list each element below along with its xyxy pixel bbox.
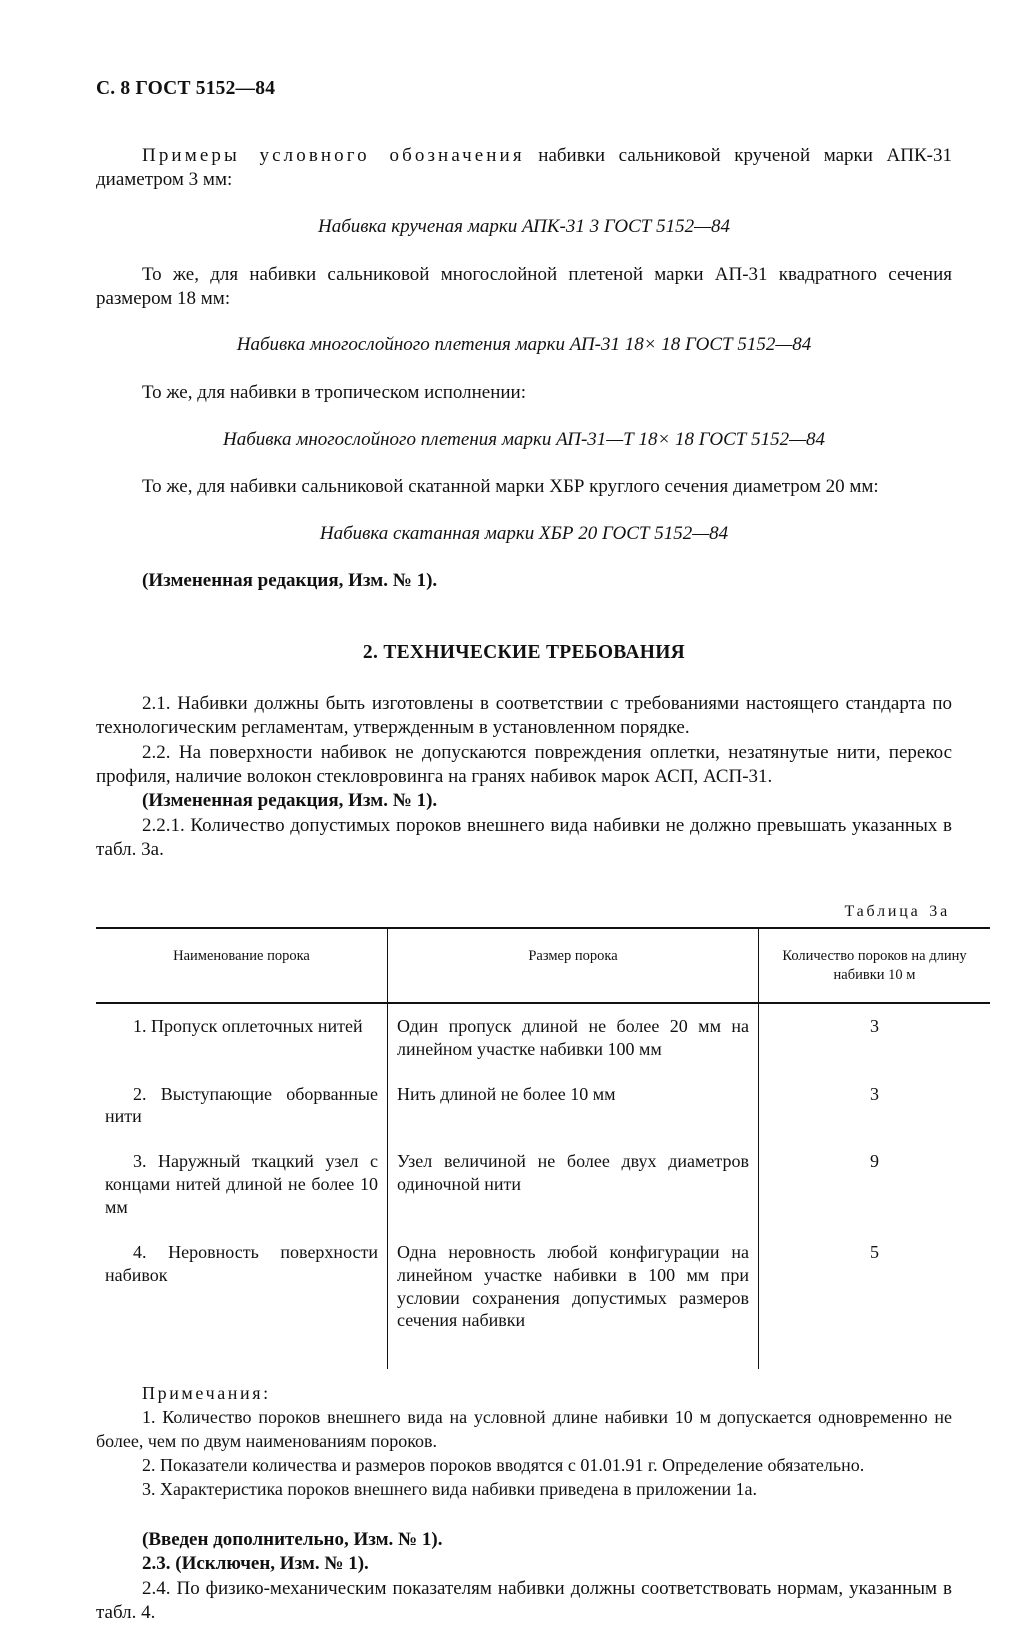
clause-2-2-1: 2.2.1. Количество допустимых пороков внешнего вида набивки не должно превышать указанных в табл. 3а. [96,814,952,861]
clause-2-1: 2.1. Набивки должны быть изготовлены в соответствии с требованиями настоящего стандарта по технологическим регламентам, утвержденным в установленном порядке. [96,692,952,739]
cell-defect-quantity: 5 [870,1241,879,1262]
notes-title: Примечания: [142,1383,271,1404]
paragraph-same-for-ap31: То же, для набивки сальниковой многослойной плетеной марки АП-31 квадратного сечения размером 18 мм: [96,263,952,309]
clause-2-2: 2.2. На поверхности набивок не допускаются повреждения оплетки, незатянутые нити, перекос профиля, наличие волокон стекловровинга на гранях набивок марок АСП, АСП-31. [96,741,952,788]
paragraph-examples-intro [96,144,952,193]
designation-example-2: Набивка многослойного плетения марки АП-31 18× 18 ГОСТ 5152—84 [236,334,812,356]
note-item-3: 3. Характеристика пороков внешнего вида набивки приведена в приложении 1а. [142,1479,758,1500]
tail-block [96,1528,952,1625]
cell-defect-size: Узел величиной не более двух диаметров одиночной нити [388,1139,759,1230]
designation-example-4: Набивка скатанная марки ХБР 20 ГОСТ 5152—84 [319,522,729,544]
table-row [96,1003,990,1072]
table-row [96,1072,990,1140]
note-item-1: 1. Количество пороков внешнего вида на условной длине набивки 10 м допускается одновременно не более, чем по двум наименованиям пороков. [96,1407,952,1451]
column-header-defect-name: Наименование порока [96,928,388,1003]
revision-note-section: (Измененная редакция, Изм. № 1). [142,790,438,812]
paragraph-same-tropical: То же, для набивки в тропическом исполнении: [142,382,526,404]
spaced-lead-in: Примеры условного обозначения [142,145,525,166]
table-row [96,1139,990,1230]
running-head: С. 8 ГОСТ 5152—84 [96,78,276,99]
cell-defect-size: Одна неровность любой конфигурации на линейном участке набивки в 100 мм при условии сохранения допустимых размеров сечения набивки [388,1230,759,1343]
designation-example-3: Набивка многослойного плетения марки АП-31—Т 18× 18 ГОСТ 5152—84 [223,428,825,450]
spacer-cell-3 [759,1343,991,1369]
cell-defect-size: Один пропуск длиной не более 20 мм на линейном участке набивки 100 мм [388,1003,759,1072]
spacer-cell-1 [96,1343,388,1369]
table-row [96,1230,990,1343]
defects-table [96,927,990,1370]
notes-block [96,1383,952,1502]
cell-defect-quantity: 3 [870,1083,879,1104]
table-header-row [96,928,990,1003]
paragraph-examples-intro-rest: набивки сальниковой крученой марки АПК-31 диаметром 3 мм: [96,145,952,191]
column-header-defect-size: Размер порока [388,928,759,1003]
cell-defect-name: 2. Выступающие оборванные нити [96,1072,388,1140]
paragraph-same-hbr: То же, для набивки сальниковой скатанной марки ХБР круглого сечения диаметром 20 мм: [142,476,879,498]
defects-table-body [96,1003,990,1369]
cell-defect-quantity: 3 [870,1015,879,1036]
note-item-2: 2. Показатели количества и размеров пороков вводятся с 01.01.91 г. Определение обязательно. [142,1455,865,1476]
cell-defect-name: 1. Пропуск оплеточных нитей [96,1003,388,1072]
designation-example-1: Набивка крученая марки АПК-31 3 ГОСТ 5152—84 [318,215,730,237]
cell-defect-name: 3. Наружный ткацкий узел с концами нитей длиной не более 10 мм [96,1139,388,1230]
added-note: (Введен дополнительно, Изм. № 1). [142,1528,443,1550]
cell-defect-size: Нить длиной не более 10 мм [388,1072,759,1140]
page-content [96,78,967,1625]
section-title-technical-requirements: 2. ТЕХНИЧЕСКИЕ ТРЕБОВАНИЯ [362,641,686,663]
column-header-defect-quantity: Количество пороков на длину набивки 10 м [759,928,991,1003]
table-caption: Таблица 3а [844,902,950,920]
clause-2-4: 2.4. По физико-механическим показателям набивки должны соответствовать нормам, указанным в табл. 4. [96,1577,952,1624]
defects-table-header [96,928,990,1003]
clause-2-3: 2.3. (Исключен, Изм. № 1). [142,1553,369,1575]
cell-defect-name: 4. Неровность поверхности набивок [96,1230,388,1343]
table-bottom-spacer [96,1343,990,1369]
revision-note-intro: (Измененная редакция, Изм. № 1). [142,570,438,592]
spacer-cell-2 [388,1343,759,1369]
cell-defect-quantity: 9 [870,1151,879,1172]
